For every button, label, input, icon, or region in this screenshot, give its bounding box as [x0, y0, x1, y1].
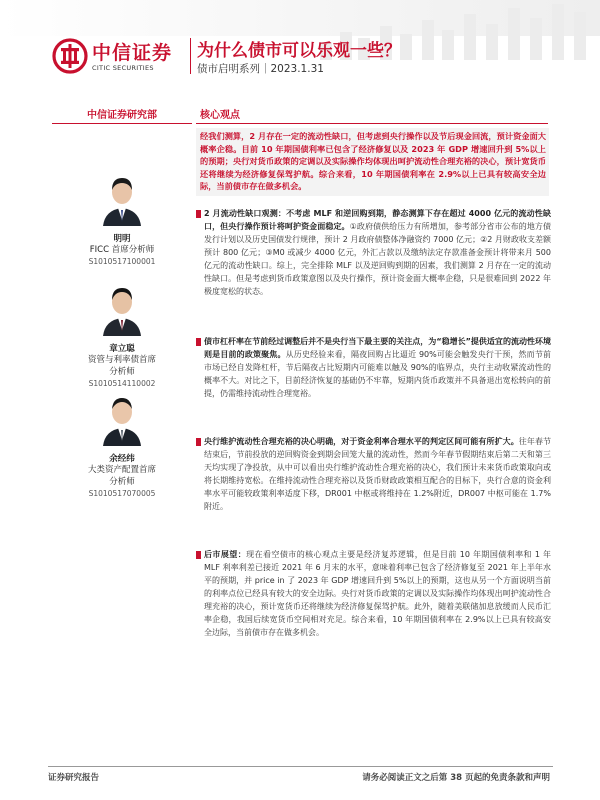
analyst-name: 余经纬: [109, 454, 135, 464]
section-paragraph: [204, 207, 551, 298]
sidebar-heading: 中信证券研究部: [52, 106, 192, 124]
analyst-cert-id: S1010514110002: [88, 379, 156, 388]
bullet-marker: [196, 438, 201, 446]
analyst-photo: [99, 390, 145, 446]
section-lead: 债市杠杆率在节前经过调整后并不是央行当下最主要的关注点，为“稳增长”提供适宜的流动性环境则是目前的政策聚焦。: [204, 337, 551, 359]
section-body: 从历史经验来看，隔夜回购占比逼近 90%可能会触发央行干预，然而节前市场已经自发降杠杆，节后隔夜占比短期内可能难以触及 90%的临界点，央行主动收紧流动性的概率不大。对比之下，目前经济恢复的基础仍不牢靠，短期内货币政策并不具备退出宽松转向的前提，仍需维持流动性合理宽裕。: [204, 350, 552, 398]
report-series-date: 债市启明系列｜2023.1.31: [197, 63, 324, 75]
bullet-marker: [196, 338, 201, 346]
section-paragraph: [204, 548, 551, 639]
section-central-bank: [196, 435, 551, 513]
citic-logo-icon: [52, 38, 88, 74]
section-lead: 央行维护流动性合理充裕的决心明确，对于资金利率合理水平的判定区间可能有所扩大。: [204, 437, 519, 446]
logo-english-name: CITIC SECURITIES: [92, 64, 154, 72]
analyst-card: [52, 170, 192, 268]
main-heading: 核心观点: [196, 106, 548, 124]
analyst-role: FICC 首席分析师: [89, 245, 155, 255]
footer-report-type: 证券研究报告: [48, 773, 100, 783]
footer-disclaimer: 请务必阅读正文之后第 38 页起的免责条款和声明: [362, 773, 550, 783]
section-liquidity-gap: [196, 207, 551, 298]
header-divider: [190, 38, 191, 74]
section-leverage: [196, 335, 551, 400]
key-summary: 经我们测算，2 月存在一定的流动性缺口，但考虑到央行操作以及节后现金回流，预计资金面大概率企稳。目前 10 年期国债利率已包含了经济修复以及 2023 年 GDP 增速回升到 5%以上的预期；央行对货币政策的定调以及实际操作均体现出呵护流动性合理充裕的决心，预计宽货币还将继续为经济修复保驾护航。综合来看，10 年期国债利率在 2.9%以上已具有较高安全边际，当前债市存在做多机会。: [196, 128, 549, 196]
analyst-cert-id: S1010517070005: [88, 489, 156, 498]
analyst-name: 章立聪: [109, 344, 135, 354]
analyst-cert-id: S1010517100001: [88, 257, 156, 266]
section-outlook: [196, 548, 551, 639]
analyst-card: [52, 390, 192, 500]
logo-chinese-name: 中信证券: [92, 42, 173, 64]
section-paragraph: [204, 335, 551, 400]
section-paragraph: [204, 435, 551, 513]
analyst-role-line2: 分析师: [109, 477, 135, 487]
section-body: ①政府债供给压力有所增加，参考部分省市公布的地方债发行计划以及历史国债发行规律，预计 2 月政府债整体净融资约 7000 亿元；②2 月财政收支差额预计 800 亿元；③M0 或减少 4000 亿元，外汇占款以及缴纳法定存款准备金预计将带来月 500 亿元的流动性缺口。综上，完全排除 MLF 以及逆回购到期的因素，我们测算 2 月存在一定的流动性缺口。但是考虑到货币政策意图以及央行操作，预计资金面大概率企稳，只是很难回到 2022 年极度宽松的状态。: [204, 222, 551, 296]
analyst-role: 资管与利率债首席: [87, 355, 156, 365]
section-lead: 后市展望：: [204, 550, 247, 559]
analyst-role-line2: 分析师: [109, 367, 135, 377]
section-body: 往年春节结束后，节前投放的逆回购资金到期会回笼大量的流动性，然而今年春节假期结束后第二天和第三天均实现了净投放，从中可以看出央行维护流动性合理充裕的决心，我们预计未来货币政策取向或将长期维持宽松。在维持流动性合理充裕以及货币财政政策相互配合的目标下，央行合意的资金利率水平可能较政策利率适度下移，DR001 中枢或将维持在 1.2%附近，DR007 中枢可能在 1.7%附近。: [204, 437, 552, 511]
header-band: [0, 0, 600, 36]
analyst-name: 明明: [113, 234, 131, 244]
analyst-photo: [99, 280, 145, 336]
citic-logo: [52, 38, 188, 78]
analyst-role: 大类资产配置首席: [87, 465, 156, 475]
analyst-card: [52, 280, 192, 390]
bullet-marker: [196, 551, 201, 559]
report-title: 为什么债市可以乐观一些？: [197, 41, 401, 61]
bullet-marker: [196, 210, 201, 218]
footer-divider: [48, 766, 553, 767]
section-body: 现在看空债市的核心观点主要是经济复苏逻辑，但是目前 10 年期国债利率和 1 年 MLF 利率利差已接近 2021 年 6 月末的水平，意味着利率已包含了经济修复至 2021 年上半年水平的预期，并 price in 了 2023 年 GDP 增速回升到 5%以上的预期，这也从另一个方面说明当前的利率点位已经具有较大的安全边际。央行对货币政策的定调以及实际操作均体现出呵护流动性合理充裕的决心，预计宽货币还将继续为经济修复保驾护航。此外，随着美联储加息放缓而人民币汇率企稳，我国后续宽货币空间相对充足。综合来看，10 年期国债利率在 2.9%以上已具有较高安全边际，当前债市存在做多机会。: [204, 550, 551, 637]
analyst-photo: [99, 170, 145, 226]
section-lead: 2 月流动性缺口观测：不考虑 MLF 和逆回购到期，静态测算下存在超过 4000 亿元的流动性缺口，但央行操作预计将呵护资金面稳定。: [204, 209, 551, 231]
